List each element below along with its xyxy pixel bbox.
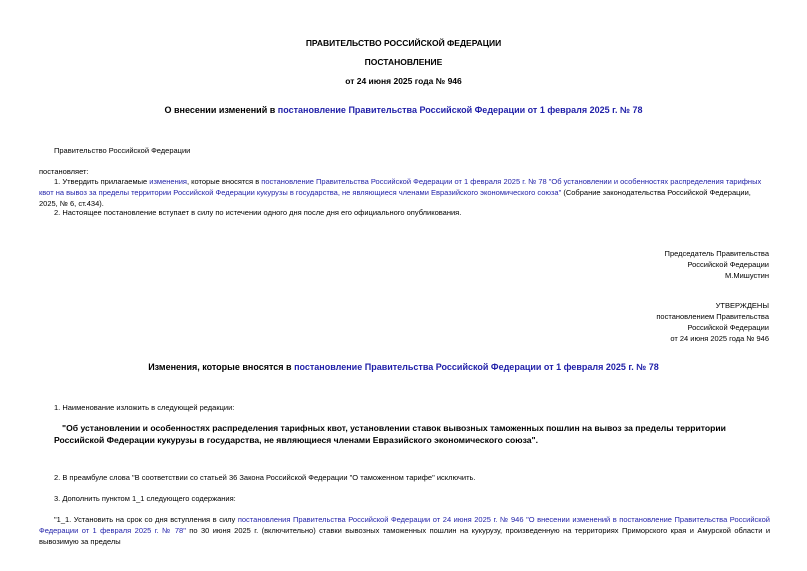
change-item-2: 2. В преамбуле слова "В соответствии со статьей 36 Закона Российской Федерации "О таможенном тарифе" исключить. [54,473,476,482]
change-item-1: 1. Наименование изложить в следующей редакции: [54,403,235,412]
paragraph-2: 2. Настоящее постановление вступает в силу по истечении одного дня после дня его официального опубликования. [54,208,462,217]
paragraph-1-1 [39,514,770,547]
government-heading: ПРАВИТЕЛЬСТВО РОССИЙСКОЙ ФЕДЕРАЦИИ [305,38,502,48]
resolution-946-title-link[interactable]: "О внесении изменений в постановление Правительства Российской Федерации от 1 февраля 2025 г. № 78" [39,515,770,535]
paragraph-1 [39,176,770,209]
paragraph-1-text-c: (Собрание законодательства Российской Федерации, 2025, № 6, ст.434). [39,188,751,208]
changes-link[interactable]: изменения [149,177,187,186]
signature-block [665,248,769,281]
changes-title [0,362,807,372]
approval-line-1: УТВЕРЖДЕНЫ [715,301,769,310]
document-title [0,105,807,115]
changes-title-link[interactable]: постановление Правительства Российской Федерации от 1 февраля 2025 г. № 78 [294,362,659,372]
signature-org: Российской Федерации [687,260,769,269]
document-date-number: от 24 июня 2025 года № 946 [345,76,462,86]
approval-line-3: Российской Федерации [687,323,769,332]
resolution-946-link[interactable]: постановления Правительства Российской Федерации от 24 июня 2025 г. № 946 [237,515,524,524]
issuer: Правительство Российской Федерации [54,146,191,155]
paragraph-1-text-b: , которые вносятся в [186,177,262,186]
approval-stamp [656,300,769,344]
signature-position: Председатель Правительства [664,249,769,258]
amended-act-link[interactable]: постановление Правительства Российской Федерации от 1 февраля 2025 г. № 78 [277,105,643,115]
document-type: ПОСТАНОВЛЕНИЕ [364,57,443,67]
signature-name: М.Мишустин [725,271,769,280]
resolution-78-link[interactable]: постановление Правительства Российской Федерации от 1 февраля 2025 г. № 78 "Об установлении и особенностях распределения тарифных квот на вывоз за пределы территории Российской Федерации кукурузы в государства, не являющиеся членами Евразийского экономического союза" [39,177,762,197]
paragraph-1-1-text-a: "1_1. Установить на срок со дня вступления в силу [54,515,238,524]
new-name-text: "Об установлении и особенностях распределения тарифных квот, установлении ставок вывозных таможенных пошлин на вывоз за пределы территории Российской Федерации кукурузы в государства, не являющиеся членами Евразийского экономического союза". [54,423,726,445]
approval-line-2: постановлением Правительства [656,312,769,321]
document-title-prefix: О внесении изменений в [164,105,278,115]
decides: постановляет: [39,167,89,176]
changes-title-prefix: Изменения, которые вносятся в [148,362,295,372]
paragraph-1-1-text-b: по 30 июня 2025 г. (включительно) ставки вывозных таможенных пошлин на кукурузу, произведенную на территориях Приморского края и Амурской области и вывозимую за пределы [39,526,771,546]
approval-line-4: от 24 июня 2025 года № 946 [670,334,769,343]
change-item-3: 3. Дополнить пунктом 1_1 следующего содержания: [54,494,236,503]
paragraph-1-text-a: 1. Утвердить прилагаемые [54,177,150,186]
